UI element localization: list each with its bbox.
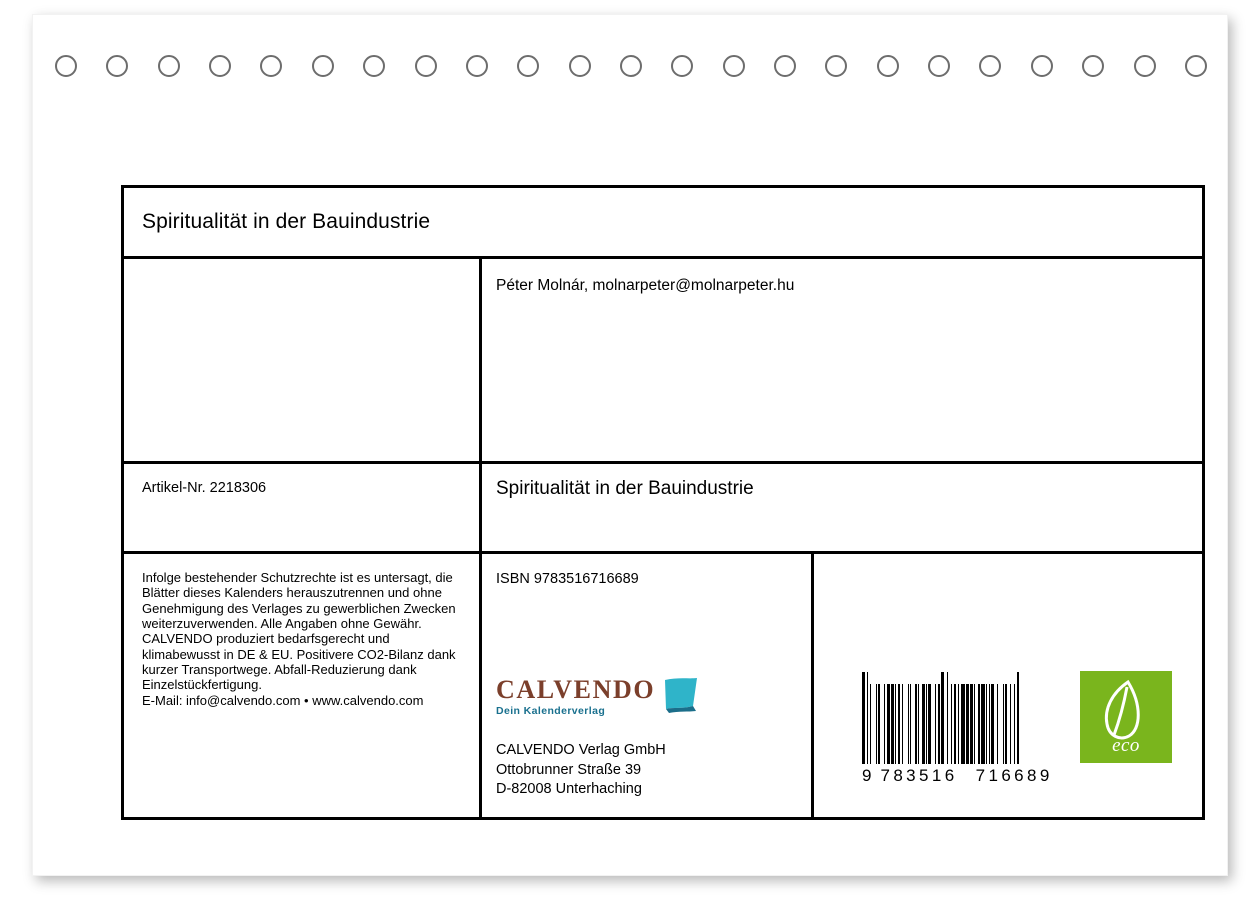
binding-hole-icon (106, 55, 128, 77)
binding-hole-icon (55, 55, 77, 77)
binding-hole-icon (1134, 55, 1156, 77)
article-number: Artikel-Nr. 2218306 (124, 464, 482, 551)
eco-label: eco (1112, 735, 1140, 756)
cover-info-table (121, 185, 1205, 820)
binding-hole-icon (723, 55, 745, 77)
binding-hole-icon (825, 55, 847, 77)
binding-hole-icon (979, 55, 1001, 77)
binding-hole-icon (671, 55, 693, 77)
binding-hole-icon (620, 55, 642, 77)
publisher-street: Ottobrunner Straße 39 (496, 761, 642, 778)
barcode-right-group: 716689 (975, 766, 1053, 785)
cover-image-placeholder (124, 259, 482, 461)
spiral-binding-row (33, 49, 1229, 89)
binding-hole-icon (569, 55, 591, 77)
table-row-author (124, 256, 1202, 461)
publisher-block (482, 554, 814, 817)
barcode-bars (862, 672, 1090, 764)
binding-hole-icon (312, 55, 334, 77)
barcode-block (814, 554, 1202, 817)
binding-hole-icon (363, 55, 385, 77)
publisher-city: D-82008 Unterhaching (496, 781, 642, 798)
barcode-lead-digit: 9 (862, 766, 873, 785)
binding-hole-icon (1185, 55, 1207, 77)
binding-hole-icon (928, 55, 950, 77)
calendar-back-cover-card (32, 14, 1228, 876)
calvendo-mark-icon (663, 676, 699, 714)
ean-barcode (862, 672, 1090, 786)
page-title: Spiritualität in der Bauindustrie (142, 210, 431, 233)
binding-hole-icon (517, 55, 539, 77)
barcode-left-group: 783516 (880, 766, 958, 785)
binding-hole-icon (158, 55, 180, 77)
binding-hole-icon (415, 55, 437, 77)
publisher-name: CALVENDO Verlag GmbH (496, 742, 666, 758)
table-row-title (124, 188, 1202, 256)
eco-badge (1080, 671, 1172, 763)
calvendo-tagline: Dein Kalenderverlag (496, 704, 606, 717)
legal-text-contact: E-Mail: info@calvendo.com • www.calvendo.com (142, 692, 424, 708)
publisher-address (496, 741, 666, 800)
table-row-article (124, 461, 1202, 551)
binding-hole-icon (209, 55, 231, 77)
legal-text-production: CALVENDO produziert bedarfsgerecht und klimabewusst in DE & EU. Positivere CO2-Bilanz dank kurzer Transportwege. Abfall-Reduzierung dank Einzelstückfertigung. (142, 631, 456, 693)
calvendo-logo (496, 676, 699, 716)
binding-hole-icon (774, 55, 796, 77)
binding-hole-icon (877, 55, 899, 77)
table-row-footer (124, 551, 1202, 817)
product-subtitle: Spiritualität in der Bauindustrie (496, 478, 754, 499)
legal-text-rights: Infolge bestehender Schutzrechte ist es untersagt, die Blätter dieses Kalenders herauszutrennen und ohne Genehmigung des Verlages zu gewerblichen Zwecken weiterzuverwenden. Alle Angaben ohne Gewähr. (142, 570, 456, 631)
binding-hole-icon (1031, 55, 1053, 77)
legal-notice-block (124, 554, 482, 817)
calvendo-wordmark: CALVENDO (496, 674, 656, 704)
author-contact: Péter Molnár, molnarpeter@molnarpeter.hu (496, 277, 795, 294)
isbn-number: ISBN 9783516716689 (496, 571, 639, 587)
binding-hole-icon (260, 55, 282, 77)
binding-hole-icon (466, 55, 488, 77)
binding-hole-icon (1082, 55, 1104, 77)
barcode-digits (862, 766, 1090, 786)
